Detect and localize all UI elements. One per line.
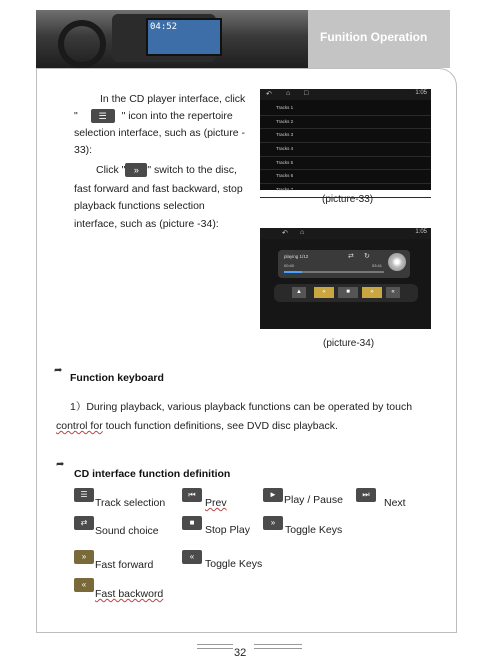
back-icon: ↶ bbox=[282, 230, 288, 237]
home-icon: ⌂ bbox=[286, 90, 291, 97]
footer-rule-left bbox=[197, 644, 233, 649]
definition-label: Toggle Keys bbox=[205, 558, 263, 570]
definition-label: Play / Pause bbox=[284, 494, 343, 506]
elapsed-time: 00:40 bbox=[284, 263, 295, 268]
control-bar bbox=[274, 284, 418, 302]
intro-line bbox=[74, 108, 233, 124]
toggle-right-icon: » bbox=[263, 516, 283, 530]
play-icon: ► bbox=[263, 488, 283, 502]
progress-fill bbox=[284, 271, 302, 273]
definition-label: Sound choice bbox=[95, 525, 159, 537]
player-screenshot bbox=[260, 228, 431, 329]
intro-line: In the CD player interface, click bbox=[100, 93, 246, 105]
list-item[interactable]: Tracks 2 bbox=[260, 116, 431, 130]
player-panel bbox=[278, 250, 410, 278]
fast-forward-icon: » bbox=[74, 550, 94, 564]
body-text: 1）During playback, various playback functions can be operated by touch bbox=[70, 401, 413, 413]
disc-icon bbox=[388, 253, 406, 271]
frame-bottom bbox=[36, 632, 457, 633]
caption-picture-34: (picture-34) bbox=[323, 338, 375, 349]
intro-text: " icon into the repertoire bbox=[121, 110, 233, 122]
shuffle-icon[interactable]: ⇄ bbox=[348, 253, 354, 260]
intro-line bbox=[96, 162, 237, 178]
page-title: Funition Operation bbox=[320, 30, 428, 44]
body-text bbox=[56, 418, 338, 434]
definition-label bbox=[95, 588, 163, 600]
section-heading: Function keyboard bbox=[70, 372, 164, 384]
toggle-left-button[interactable]: « bbox=[386, 287, 400, 298]
body-text-span: touch function definitions, see DVD disc playback. bbox=[102, 420, 338, 432]
list-item[interactable]: Tracks 6 bbox=[260, 170, 431, 184]
frame-top bbox=[36, 68, 402, 69]
definition-label: Fast forward bbox=[95, 559, 154, 571]
caption-picture-33: (picture-33) bbox=[322, 194, 374, 205]
next-icon: ⏭ bbox=[356, 488, 376, 502]
frame-right bbox=[456, 100, 457, 632]
track-list-screenshot bbox=[260, 89, 431, 193]
intro-line: interface, such as (picture -34): bbox=[74, 218, 219, 230]
list-item[interactable]: Tracks 1 bbox=[260, 102, 431, 116]
bullet-arrow-icon: ➦ bbox=[56, 459, 65, 470]
android-status-bar bbox=[260, 89, 431, 100]
home-icon: ⌂ bbox=[300, 229, 305, 236]
definition-label: Prev bbox=[205, 497, 227, 509]
intro-line: selection interface, such as (picture - bbox=[74, 127, 245, 139]
back-icon: ↶ bbox=[266, 91, 272, 98]
list-icon: ☰ bbox=[91, 109, 115, 123]
intro-text: Click " bbox=[96, 164, 126, 176]
quote-mark: " bbox=[74, 110, 78, 122]
status-time: 1:05 bbox=[415, 229, 427, 235]
frame-left bbox=[36, 68, 37, 633]
footer-rule-right bbox=[254, 644, 302, 649]
list-icon: ☰ bbox=[74, 488, 94, 502]
fast-forward-button[interactable]: » bbox=[362, 287, 382, 298]
list-item[interactable]: Tracks 5 bbox=[260, 157, 431, 171]
intro-line: fast forward and fast backward, stop bbox=[74, 183, 243, 195]
body-text-span: control for bbox=[56, 420, 103, 432]
repeat-icon[interactable]: ↻ bbox=[364, 253, 370, 260]
head-unit-clock: 04:52 bbox=[150, 22, 178, 32]
status-time: 1:05 bbox=[415, 90, 427, 96]
steering-wheel-graphic bbox=[58, 20, 106, 68]
eject-icon[interactable]: ▲ bbox=[292, 287, 306, 298]
intro-text: " switch to the disc, bbox=[147, 164, 237, 176]
definition-label: Track selection bbox=[95, 497, 166, 509]
toggle-right-icon: » bbox=[125, 163, 147, 177]
shuffle-icon: ⇄ bbox=[74, 516, 94, 530]
android-status-bar bbox=[260, 228, 431, 239]
definition-label: Stop Play bbox=[205, 524, 250, 536]
definition-label: Next bbox=[384, 497, 406, 509]
recent-apps-icon: □ bbox=[304, 90, 309, 97]
total-time: 03:41 bbox=[372, 263, 383, 268]
playing-status: playing 1/12 bbox=[284, 254, 309, 259]
list-item[interactable]: Tracks 7 bbox=[260, 184, 431, 198]
intro-line: 33): bbox=[74, 144, 93, 156]
prev-icon: ⏮ bbox=[182, 488, 202, 502]
progress-track[interactable] bbox=[284, 271, 384, 273]
section-heading: CD interface function definition bbox=[74, 468, 231, 480]
stop-icon: ■ bbox=[182, 516, 202, 530]
track-list bbox=[260, 102, 431, 198]
definition-label-text: Fast backword bbox=[95, 588, 164, 600]
list-item[interactable]: Tracks 3 bbox=[260, 129, 431, 143]
list-item[interactable]: Tracks 4 bbox=[260, 143, 431, 157]
definition-label: Toggle Keys bbox=[285, 524, 343, 536]
page-number: 32 bbox=[234, 647, 247, 659]
fast-backward-icon: « bbox=[74, 578, 94, 592]
fast-backward-button[interactable]: « bbox=[314, 287, 334, 298]
toggle-left-icon: « bbox=[182, 550, 202, 564]
bullet-arrow-icon: ➦ bbox=[54, 365, 63, 376]
stop-button[interactable]: ■ bbox=[338, 287, 358, 298]
intro-line: playback functions selection bbox=[74, 200, 205, 212]
